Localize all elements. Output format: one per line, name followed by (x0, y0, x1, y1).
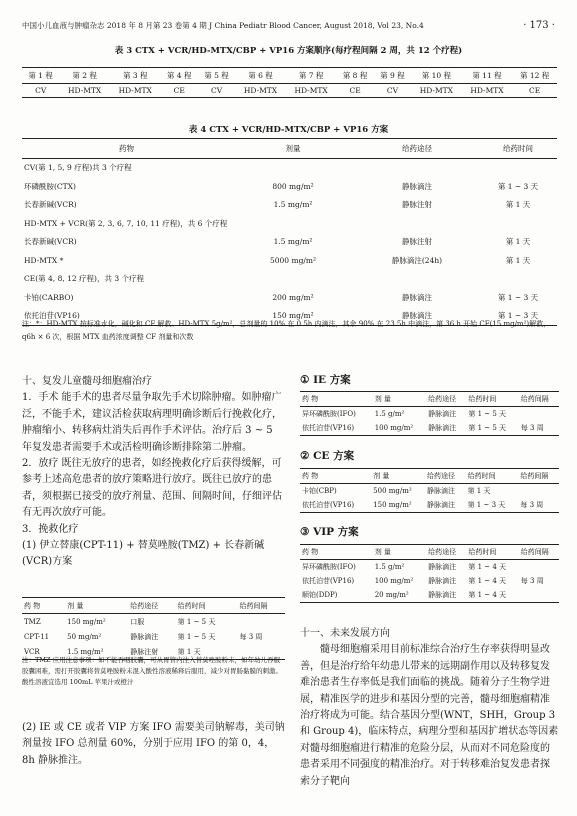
table-cell: 异环磷酰胺(IFO) (302, 563, 356, 571)
table-cell: 口服 (130, 617, 145, 626)
table-cell: CV(第 1, 5, 9 疗程)共 3 个疗程 (24, 163, 132, 173)
cycle-header: 第 5 程 (204, 71, 229, 80)
col-header: 给药途径 (428, 548, 457, 556)
table4-caption: 表 4 CTX + VCR/HD-MTX/CBP + VP16 方案 (188, 125, 389, 135)
table-cell: 150 mg/m² (373, 501, 412, 509)
cycle-value: HD-MTX (294, 86, 328, 95)
col-header: 给药时间 (177, 601, 206, 610)
table-cell: CPT-11 (24, 632, 50, 641)
cycle-value: HD-MTX (243, 86, 278, 95)
cycle-header: 第 12 程 (519, 71, 550, 80)
table-cell: 100 mg/m² (374, 577, 414, 585)
table-cell: HD-MTX * (24, 255, 64, 265)
table-cell: 第 1 ~ 5 天 (468, 424, 507, 432)
tmz-note: 注：TMZ 应用注意事项：如不能吞咽胶囊，可从胃管内注入替莫唑胺粉末，如年幼儿吞服胶囊困难，需打开胶囊将替莫唑胺粉末混入酸性溶液稀释后服用，减少对胃肠黏膜的刺激。酸性溶液宜选用 100mL 苹果汁或橙汁 (22, 656, 282, 686)
cycle-header: 第 6 程 (248, 71, 273, 80)
table-cell: 1.5 g/m² (374, 410, 405, 418)
left-bottom (22, 720, 285, 769)
cycle-header: 第 8 程 (342, 71, 368, 80)
table-cell: 长春新碱(VCR) (24, 237, 77, 247)
col-header: 给药途径 (428, 395, 457, 403)
cycle-header: 第 3 程 (122, 71, 148, 80)
table-cell: 依托泊苷(VP16) (302, 577, 355, 585)
ie-heading: ① IE 方案 (300, 374, 351, 386)
cycle-header: 第 1 程 (28, 71, 53, 80)
table-cell: 顺铂(DDP) (302, 591, 338, 599)
table-cell: 第 1 ~ 3 天 (467, 501, 506, 509)
cycle-value: CE (529, 86, 541, 95)
table-cell: 5000 mg/m² (269, 255, 317, 265)
col-header: 剂 量 (374, 395, 391, 403)
paragraph: (1) 伊立替康(CPT-11) + 替莫唑胺(TMZ) + 长春新碱(VCR)方案 (22, 540, 265, 568)
table-cell (355, 214, 479, 233)
table-cell: 静脉滴注 (130, 632, 159, 641)
table-cell: 每 3 周 (520, 424, 544, 432)
table-cell: 静脉滴注 (427, 487, 456, 495)
paragraph: 1．手术 能手术的患者尽量争取先手术切除肿瘤。如肿瘤广泛，不能手术，建议活检获取病理明确诊断后行挽救化疗，肿瘤缩小、转移病灶消失后再作手术评估。治疗后 3 ~ 5 年复发患者需要手术或活检明确诊断排除第二肿瘤。 (22, 392, 282, 453)
table-cell: 每 3 周 (239, 632, 263, 641)
cycle-value: CE (349, 86, 361, 95)
table-row (300, 560, 559, 575)
table-row (22, 233, 557, 252)
table-cell (519, 560, 559, 575)
table-cell: 静脉滴注 (428, 577, 457, 585)
table-cell: 第 1 ~ 4 天 (468, 563, 507, 571)
table-cell: 第 1 天 (467, 487, 491, 495)
table-row (22, 629, 285, 644)
table-cell (355, 158, 479, 177)
left-column (22, 374, 285, 571)
table-cell: 静脉滴注 (427, 501, 456, 509)
table-cell: 150 mg/m² (272, 311, 314, 321)
cycle-value: CV (386, 86, 398, 95)
table-cell: 静脉滴注 (428, 591, 457, 599)
table-cell: 第 1 ~ 3 天 (497, 292, 539, 302)
table-cell: 1.5 mg/m² (273, 200, 313, 210)
table-cell: 1.5 mg/m² (273, 237, 313, 247)
table-cell: 200 mg/m² (272, 292, 314, 302)
table-cell: 第 1 ~ 3 天 (497, 311, 539, 321)
table-row (22, 196, 557, 215)
table-cell (518, 484, 559, 499)
table-cell: 第 1 ~ 5 天 (177, 617, 216, 626)
table-cell: 静脉注射 (130, 647, 159, 656)
col-header: 剂 量 (373, 472, 390, 480)
col-header: 药 物 (302, 395, 319, 403)
table-cell: 800 mg/m² (272, 181, 314, 191)
table-cell (231, 214, 355, 233)
col-header: 给药途径 (130, 601, 159, 610)
col-header: 给药时间 (468, 548, 497, 556)
table-cell: 静脉注射 (402, 237, 432, 247)
right-bottom (300, 626, 559, 790)
cycle-header: 第 10 程 (421, 71, 452, 80)
col-header: 药 物 (302, 548, 319, 556)
col-header: 剂 量 (374, 548, 391, 556)
table3-caption: 表 3 CTX + VCR/HD-MTX/CBP + VP16 方案顺序(每疗程间隔 2 周，共 12 个疗程) (114, 46, 463, 56)
table-cell: 50 mg/m² (67, 632, 102, 641)
table-cell (231, 270, 355, 289)
cycle-header: 第 2 程 (72, 71, 97, 80)
table-row (300, 407, 559, 422)
table4 (22, 138, 557, 326)
table-row (22, 270, 557, 289)
col-header: 给药途径 (427, 472, 456, 480)
table-cell: 第 1 天 (505, 255, 531, 265)
table-cell: 第 1 ~ 4 天 (468, 591, 507, 599)
table-cell: 静脉滴注 (428, 410, 457, 418)
table-cell: 第 1 ~ 4 天 (468, 577, 507, 585)
col-header: 给药时间 (468, 395, 497, 403)
table-row (300, 498, 559, 513)
col-header: 剂 量 (67, 601, 84, 610)
table-row (300, 574, 559, 588)
col-header: 给药时间 (467, 472, 496, 480)
table-cell: 依托泊苷(VP16) (302, 424, 355, 432)
col-header: 给药间隔 (520, 395, 549, 403)
table-cell: 每 3 周 (520, 577, 544, 585)
table-cell (519, 407, 559, 422)
table-cell (479, 214, 557, 233)
table-cell: 第 1 天 (505, 237, 531, 247)
table-row (22, 158, 557, 177)
table-cell: 环磷酰胺(CTX) (24, 181, 76, 191)
table-cell (479, 270, 557, 289)
table-cell: 1.5 g/m² (374, 563, 405, 571)
col-header: 药 物 (302, 472, 319, 480)
table3 (22, 67, 557, 98)
table-cell: 20 mg/m² (374, 591, 409, 599)
ce-table (300, 468, 559, 513)
col-header: 给药时间 (503, 143, 533, 153)
cpt11-table (22, 597, 285, 660)
table-cell: 静脉滴注 (402, 181, 432, 191)
table-cell: 静脉滴注 (402, 311, 432, 321)
table-cell: 异环磷酰胺(IFO) (302, 410, 356, 418)
table-row (22, 288, 557, 307)
cycle-header: 第 9 程 (380, 71, 405, 80)
table-cell: 第 1 天 (505, 200, 531, 210)
table-cell: 静脉滴注 (402, 292, 432, 302)
vip-table (300, 544, 559, 603)
page-number: · 173 · (523, 20, 555, 31)
table-cell: 第 1 ~ 3 天 (497, 181, 539, 191)
table-cell: 静脉注射 (402, 200, 432, 210)
table-row (22, 251, 557, 270)
table-row (22, 177, 557, 196)
table4-note: 注：*：HD-MTX 按标准水化，碱化和 CF 解救。HD-MTX 5g/m²，总剂量的 10% 在 0.5h 内滴注，其余 90% 在 23.5h 中滴注，第 36 h 开始 CF(15 mg/m²)解救，q6h × 6 次，根据 MTX 血药浓度调整 CF 剂量和次数 (22, 320, 551, 341)
col-header: 给药间隔 (520, 472, 549, 480)
table-cell: CE(第 4, 8, 12 疗程)，共 3 个疗程 (24, 274, 144, 284)
cycle-value: HD-MTX (470, 86, 504, 95)
table-cell: 静脉滴注(24h) (391, 255, 443, 265)
paragraph: 3．挽救化疗 (22, 523, 79, 535)
cycle-value: CV (210, 86, 223, 95)
table-cell: 500 mg/m² (373, 487, 412, 495)
table-cell: 依托泊苷(VP16) (302, 501, 355, 509)
cycle-header: 第 4 程 (166, 71, 192, 80)
col-header: 给药间隔 (239, 601, 268, 610)
table-cell: 静脉滴注 (428, 424, 457, 432)
table-cell (238, 614, 286, 630)
col-header: 剂量 (285, 143, 301, 153)
cycle-value: HD-MTX (68, 86, 102, 95)
table-cell: VCR (24, 647, 40, 656)
table-cell: TMZ (24, 617, 41, 626)
cycle-value: CV (35, 86, 47, 95)
paragraph: (2) IE 或 CE 或者 VIP 方案 IFO 需要美司钠解毒，美司钠剂量按 IFO 总剂量 60%，分别于应用 IFO 的第 0，4，8h 静脉推注。 (22, 722, 285, 766)
cycle-header: 第 11 程 (472, 71, 502, 80)
table-cell: 每 3 周 (520, 501, 544, 509)
section-heading: 十一、未来发展方向 (300, 628, 390, 639)
col-header: 药物 (119, 143, 134, 153)
table-cell: 卡铂(CBP) (302, 487, 337, 495)
table-row (300, 421, 559, 436)
table-cell: 第 1 ~ 5 天 (177, 632, 216, 641)
col-header: 给药间隔 (520, 548, 549, 556)
cycle-value: CE (173, 86, 185, 95)
table-cell: HD-MTX + VCR(第 2, 3, 6, 7, 10, 11 疗程)，共 6 个疗程 (24, 218, 228, 228)
cycle-value: HD-MTX (118, 86, 152, 95)
table-cell (231, 158, 355, 177)
col-header: 给药途径 (402, 143, 432, 153)
section-heading: 十、复发儿童髓母细胞瘤治疗 (22, 376, 152, 387)
ce-heading: ② CE 方案 (300, 450, 355, 462)
table-cell: 1.5 mg/m² (67, 647, 104, 656)
table-cell (479, 158, 557, 177)
table-cell: 100 mg/m² (374, 424, 414, 432)
journal-info: 中国小儿血液与肿瘤杂志 2018 年 8 月第 23 卷第 4 期 J China Pediatr Blood Cancer, August 2018, Vol 23, No.4 (22, 21, 424, 30)
table-cell (355, 270, 479, 289)
table-row (300, 484, 559, 499)
table-cell: 第 1 ~ 5 天 (468, 410, 507, 418)
table-cell: 依托泊苷(VP16) (24, 311, 80, 321)
table-cell (519, 588, 559, 603)
paragraph: 2．放疗 既往无放疗的患者，如经挽救化疗后获得缓解，可参考上述高危患者的放疗策略进行放疗。既往已放疗的患者，须根据已接受的放疗剂量、范围、间隔时间，仔细评估有无再次放疗可能。 (22, 458, 282, 519)
table-cell: 第 1 天 (177, 647, 201, 656)
table-row (22, 214, 557, 233)
table-cell: 卡铂(CARBO) (24, 292, 74, 302)
paragraph: 髓母细胞瘤采用目前标准综合治疗生存率获得明显改善，但是治疗给年幼患儿带来的远期副作用以及转移复发难治患者生存率低是我们面临的挑战。随着分子生物学进展，精准医学的进步和基因分型的完善，髓母细胞瘤精准治疗将成为可能。结合基因分型(WNT，SHH，Group 3 和 Group 4)，临床特点，病理分型和基因扩增状态等因素对髓母细胞瘤进行精准的危险分层，从而对不同危险度的患者采用不同强度的精准治疗。对于转移难治复发患者探索分子靶向 (300, 644, 559, 787)
table-row (22, 614, 285, 630)
cycle-value: HD-MTX (419, 86, 454, 95)
running-header (22, 20, 555, 31)
ie-table (300, 391, 559, 436)
table-cell: 长春新碱(VCR) (24, 200, 77, 210)
vip-heading: ③ VIP 方案 (300, 526, 359, 538)
col-header: 药 物 (24, 601, 41, 610)
table-row (300, 588, 559, 603)
cycle-header: 第 7 程 (298, 71, 324, 80)
table-cell: 静脉滴注 (428, 563, 457, 571)
table-cell: 150 mg/m² (67, 617, 106, 626)
